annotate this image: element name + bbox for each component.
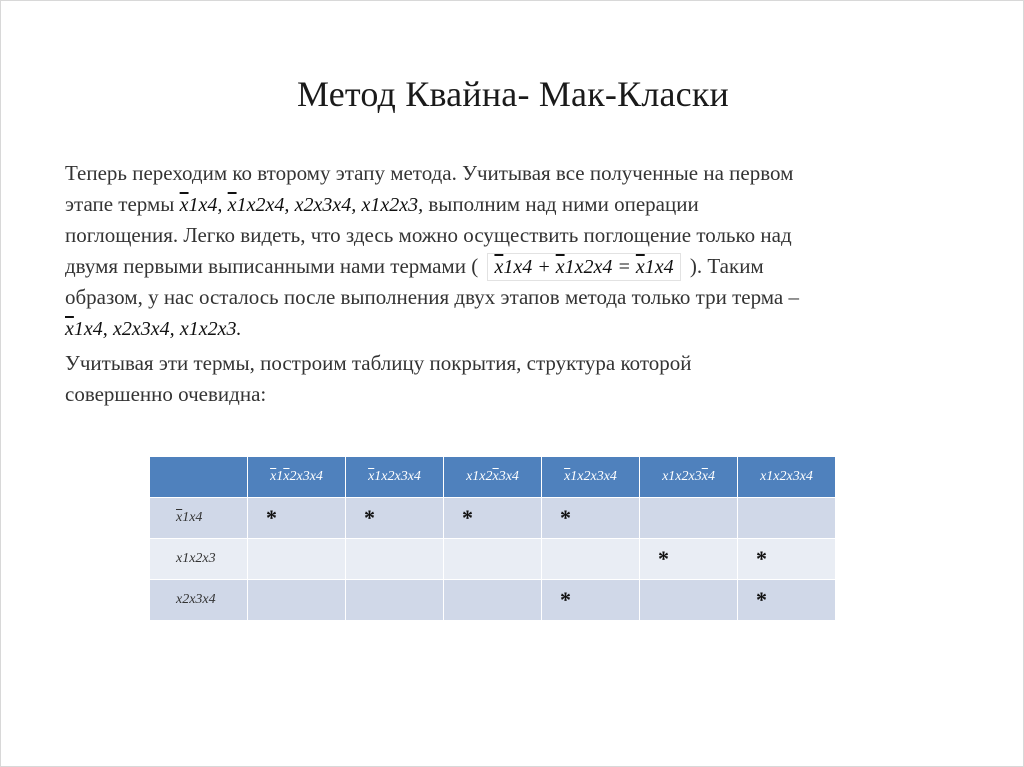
paragraph1-line6 <box>65 312 970 343</box>
row-header-2: x1x2x3 <box>150 539 248 580</box>
table-cell <box>248 580 346 621</box>
table-row <box>150 498 836 539</box>
term-4: x1x2x3, <box>361 194 424 216</box>
table-cell <box>444 580 542 621</box>
coverage-table <box>149 456 836 621</box>
table-cell: * <box>248 498 346 539</box>
table-cell: * <box>738 580 836 621</box>
col-header-1: $\overline{x}1\overline{x}2x3x4$ <box>248 457 346 498</box>
table-row <box>150 539 836 580</box>
paragraph2 <box>65 347 970 409</box>
absorption-formula: $\overline{x}1x4 + \overline{x}1x2x4 = \overline{x}1x4$ <box>487 253 680 281</box>
paragraph2-line2: совершенно очевидна: <box>65 382 267 406</box>
table-cell: * <box>444 498 542 539</box>
paragraph1-line2: этапе термы $\overline{x}1x4$, $\overline{x}1x2x4$, x2x3x4, x1x2x3, выполним над ними операции <box>65 192 699 216</box>
col-header-2: $\overline{x}1x2x3x4$ <box>346 457 444 498</box>
table-cell <box>640 498 738 539</box>
paragraph1-line1: Теперь переходим ко второму этапу метода. Учитывая все полученные на первом <box>65 161 794 185</box>
term-2: $\overline{x}1x2x4$, <box>227 194 290 216</box>
table-row <box>150 580 836 621</box>
table-cell <box>346 539 444 580</box>
paragraph1-line5: образом, у нас осталось после выполнения двух этапов метода только три терма – <box>65 285 799 309</box>
row-header-1: $\overline{x}1x4$ <box>150 498 248 539</box>
table-cell <box>444 539 542 580</box>
paragraph1-line4: двумя первыми выписанными нами термами ( $\overline{x}1x4 + \overline{x}1x2x4 = \overline{x}1x4$ ). Таким <box>65 250 970 281</box>
col-header-3: $x1x2\overline{x}3x4$ <box>444 457 542 498</box>
term-3: x2x3x4, <box>294 194 357 216</box>
paragraph1-line3: поглощения. Легко видеть, что здесь можно осуществить поглощение только над <box>65 223 792 247</box>
table-header-row <box>150 457 836 498</box>
col-header-4: $\overline{x}1x2x3x4$ <box>542 457 640 498</box>
slide-title: Метод Квайна- Мак-Класки <box>296 74 730 114</box>
table-cell: * <box>542 498 640 539</box>
table-cell <box>346 580 444 621</box>
table-cell <box>542 539 640 580</box>
result-term-1: $\overline{x}1x4$, <box>65 318 108 340</box>
body-text <box>65 157 970 409</box>
table-cell <box>738 498 836 539</box>
result-term-2: x2x3x4, <box>113 318 175 340</box>
paragraph2-line1: Учитывая эти термы, построим таблицу покрытия, структура которой <box>65 351 692 375</box>
table-cell <box>248 539 346 580</box>
row-header-3: x2x3x4 <box>150 580 248 621</box>
table-corner-cell <box>150 457 248 498</box>
col-header-5: $x1x2x3\overline{x}4$ <box>640 457 738 498</box>
term-1: $\overline{x}1x4$, <box>179 194 223 216</box>
table-cell <box>640 580 738 621</box>
table-cell: * <box>542 580 640 621</box>
col-header-6: x1x2x3x4 <box>738 457 836 498</box>
table-cell: * <box>346 498 444 539</box>
table-cell: * <box>640 539 738 580</box>
table-cell: * <box>738 539 836 580</box>
result-term-3: x1x2x3. <box>179 318 242 340</box>
